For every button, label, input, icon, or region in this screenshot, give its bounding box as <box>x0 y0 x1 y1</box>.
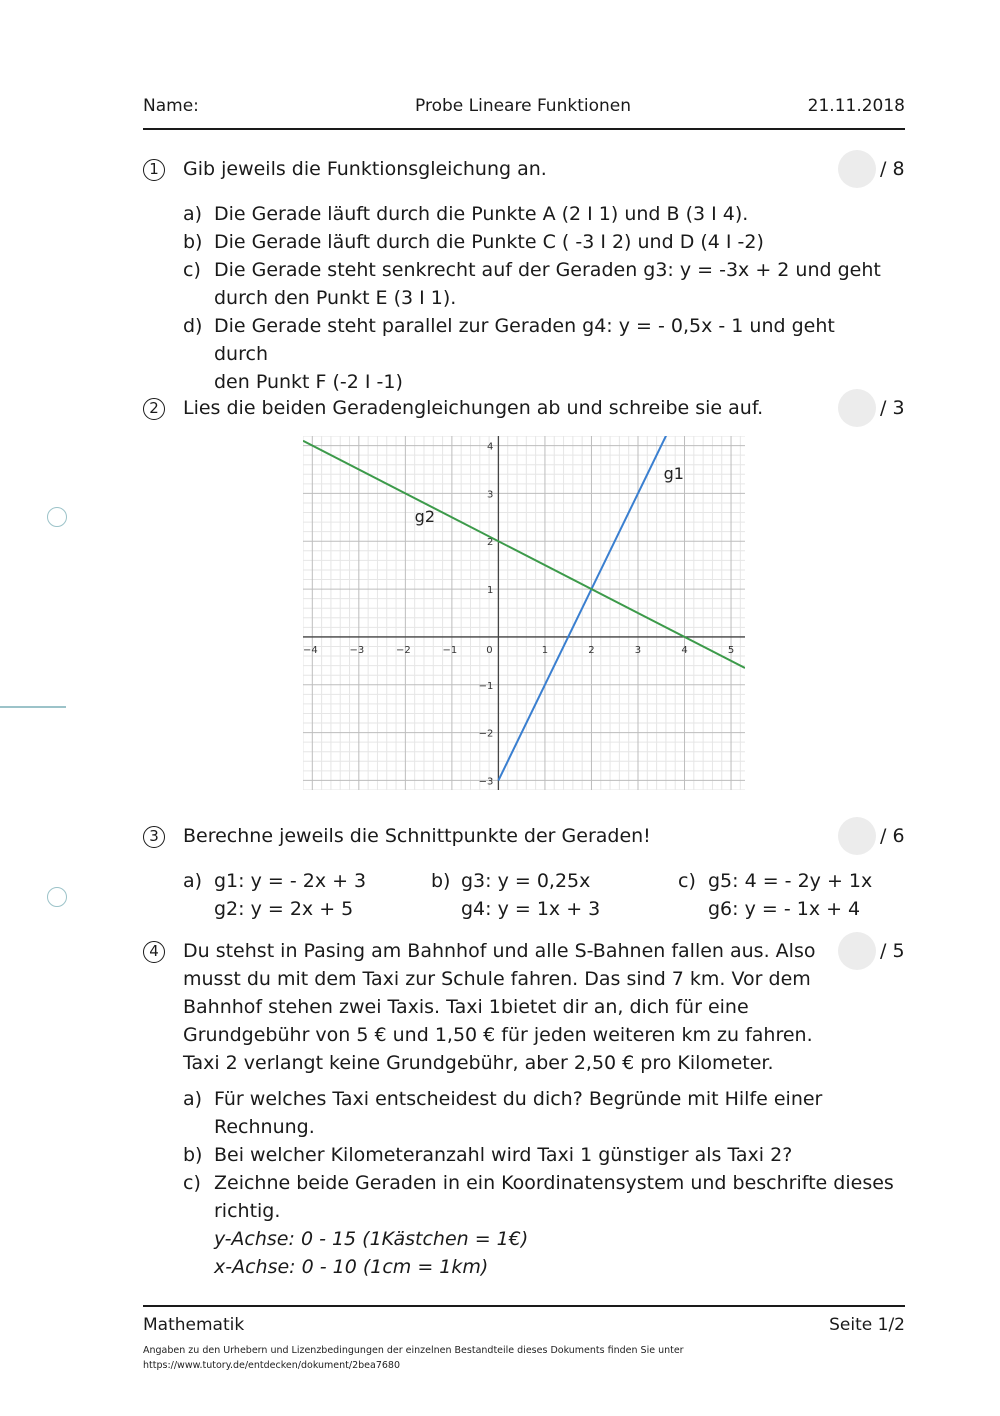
y-tick-label: 2 <box>487 537 494 549</box>
q4-number: 4 <box>143 941 165 963</box>
q3-number: 3 <box>143 826 165 848</box>
q1-item-c-text: Die Gerade steht senkrecht auf der Geraden g3: y = -3x + 2 und geht durch den Punkt E (3 I 1). <box>214 259 881 309</box>
q4-item-c-label: c) <box>183 1172 201 1194</box>
q4-points: / 5 <box>880 940 905 962</box>
q4-item-b-label: b) <box>183 1144 203 1166</box>
footer-subject: Mathematik <box>143 1315 245 1335</box>
q4-hint-y-axis: y-Achse: 0 - 15 (1Kästchen = 1€) <box>214 1228 529 1250</box>
q1-item-b-label: b) <box>183 231 203 253</box>
q4-item-b-text: Bei welcher Kilometeranzahl wird Taxi 1 günstiger als Taxi 2? <box>214 1144 793 1166</box>
q2-points: / 3 <box>880 397 905 419</box>
y-tick-label: −3 <box>478 776 494 788</box>
q3-score-field[interactable] <box>838 817 876 855</box>
q4-intro-text: Du stehst in Pasing am Bahnhof und alle S-Bahnen fallen aus. Also musst du mit dem Taxi zur Schule fahren. Das sind 7 km. Vor dem Bahnhof stehen zwei Taxis. Taxi 1bietet dir an, dich für eine Grundgebühr von 5 € und 1,50 € für jeden weiteren km zu fahren. Taxi 2 verlangt keine Grundgebühr, aber 2,50 € pro Kilometer. <box>183 940 816 1074</box>
q1-title: Gib jeweils die Funktionsgleichung an. <box>183 158 547 180</box>
q3-group-c-equations: g5: 4 = - 2y + 1x g6: y = - 1x + 4 <box>708 870 873 920</box>
footer-license-link[interactable]: https://www.tutory.de/entdecken/dokument/2bea7680 <box>143 1360 401 1371</box>
footer-page-number: Seite 1/2 <box>829 1315 905 1335</box>
q4-score-field[interactable] <box>838 932 876 970</box>
q3-group-a-label: a) <box>183 870 203 892</box>
q1-item-a-label: a) <box>183 203 203 225</box>
x-tick-label: 0 <box>486 644 493 656</box>
x-tick-label: 3 <box>634 644 642 656</box>
q2-number: 2 <box>143 398 165 420</box>
header-rule <box>143 128 905 130</box>
y-tick-label: 4 <box>487 441 494 453</box>
x-tick-label: 1 <box>541 644 549 656</box>
y-tick-label: −2 <box>478 728 494 740</box>
q2-score-field[interactable] <box>838 389 876 427</box>
y-tick-label: 1 <box>487 585 494 597</box>
punch-hole-top <box>47 507 67 527</box>
y-tick-label: 3 <box>487 489 494 501</box>
y-tick-label: −1 <box>478 680 494 692</box>
q3-group-b-label: b) <box>431 870 451 892</box>
x-tick-label: −4 <box>303 644 318 656</box>
footer-rule <box>143 1305 905 1307</box>
q1-item-d-text: Die Gerade steht parallel zur Geraden g4: y = - 0,5x - 1 und geht durch den Punkt F (-2 I -1) <box>214 315 835 393</box>
q4-hint-x-axis: x-Achse: 0 - 10 (1cm = 1km) <box>214 1256 489 1278</box>
q1-number: 1 <box>143 159 165 181</box>
q2-title: Lies die beiden Geradengleichungen ab und schreibe sie auf. <box>183 397 764 419</box>
x-tick-label: 5 <box>727 644 735 656</box>
coordinate-system-chart <box>303 436 745 790</box>
label-g2: g2 <box>414 507 436 527</box>
q1-score-field[interactable] <box>838 150 876 188</box>
x-tick-label: 2 <box>588 644 595 656</box>
document-date: 21.11.2018 <box>807 96 905 116</box>
q3-title: Berechne jeweils die Schnittpunkte der Geraden! <box>183 825 651 847</box>
x-tick-label: −1 <box>442 644 458 656</box>
q1-item-c-label: c) <box>183 259 201 281</box>
q1-item-d-label: d) <box>183 315 203 337</box>
q4-item-a-text: Für welches Taxi entscheidest du dich? Begründe mit Hilfe einer Rechnung. <box>214 1088 823 1138</box>
x-tick-label: −3 <box>349 644 365 656</box>
footer-license-text: Angaben zu den Urhebern und Lizenzbedingungen der einzelnen Bestandteile dieses Dokuments finden Sie unter <box>143 1345 684 1356</box>
fold-mark <box>0 706 66 708</box>
q4-item-a-label: a) <box>183 1088 203 1110</box>
x-tick-label: 4 <box>681 644 688 656</box>
label-g1: g1 <box>663 464 684 484</box>
q4-item-c-text: Zeichne beide Geraden in ein Koordinatensystem und beschrifte dieses richtig. y-Achse: 0 - 15 (1Kästchen = 1€) x-Achse: 0 - 10 (1cm = 1km) <box>214 1172 894 1278</box>
q3-points: / 6 <box>880 825 905 847</box>
q1-item-a-text: Die Gerade läuft durch die Punkte A (2 I 1) und B (3 I 4). <box>214 203 749 225</box>
q1-item-b-text: Die Gerade läuft durch die Punkte C ( -3 I 2) und D (4 I -2) <box>214 231 764 253</box>
q1-points: / 8 <box>880 158 905 180</box>
x-tick-label: −2 <box>395 644 411 656</box>
q3-group-a-equations: g1: y = - 2x + 3 g2: y = 2x + 5 <box>214 870 367 920</box>
q3-group-b-equations: g3: y = 0,25x g4: y = 1x + 3 <box>461 870 601 920</box>
document-title: Probe Lineare Funktionen <box>415 96 631 116</box>
punch-hole-bottom <box>47 887 67 907</box>
q3-group-c-label: c) <box>678 870 696 892</box>
name-label: Name: <box>143 96 199 116</box>
